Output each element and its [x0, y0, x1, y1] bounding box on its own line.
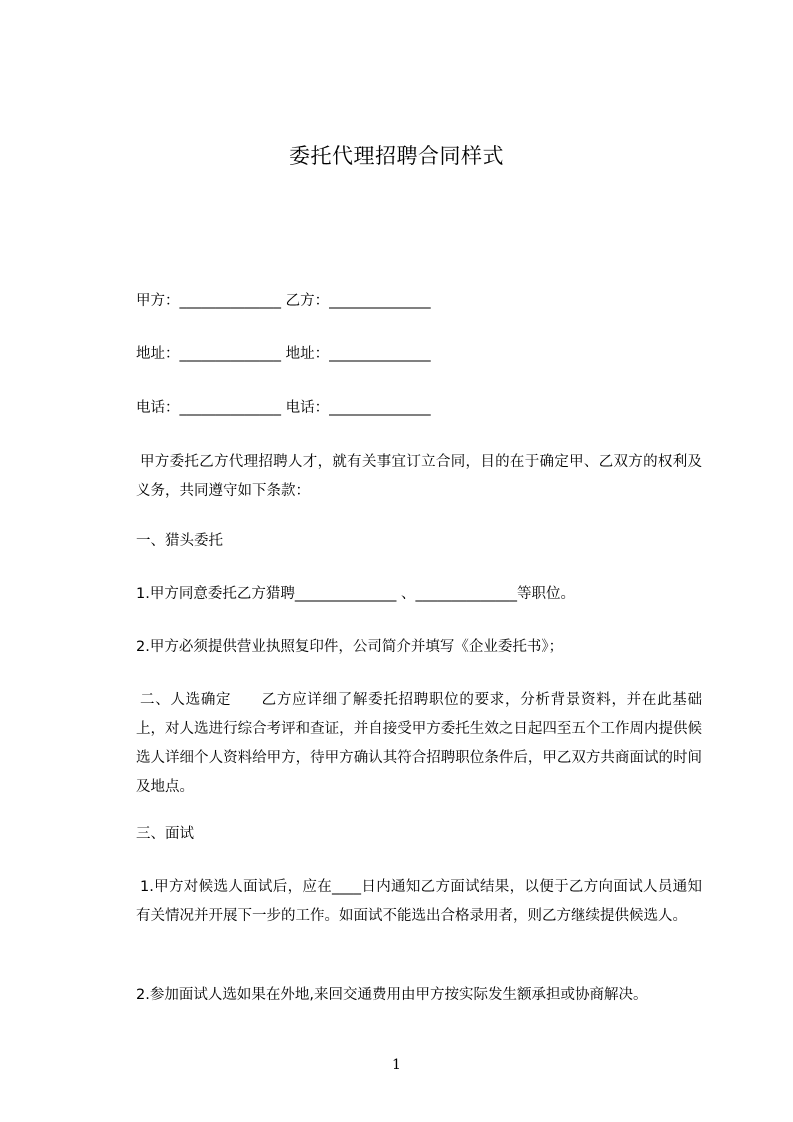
section1-item1: 1.甲方同意委托乙方猎聘______________ 、______________等职位。	[136, 586, 575, 602]
parties-row-phone: 电话：______________ 电话：______________	[136, 400, 431, 416]
section3-item1: 1.甲方对候选人面试后，应在____日内通知乙方面试结果，以便于乙方向面试人员通知有关情况并开展下一步的工作。如面试不能选出合格录用者，则乙方继续提供候选人。	[136, 879, 702, 924]
section3-heading: 三、面试	[136, 826, 194, 842]
parties-row-address: 地址：______________ 地址：______________	[136, 346, 431, 362]
section2-paragraph: 二、人选确定 乙方应详细了解委托招聘职位的要求，分析背景资料，并在此基础上，对人选进行综合考评和查证，并自接受甲方委托生效之日起四至五个工作周内提供候选人详细个人资料给甲方，待甲方确认其符合招聘职位条件后，甲乙双方共商面试的时间及地点。	[136, 692, 702, 795]
page-number: 1	[392, 1057, 401, 1073]
parties-row-name: 甲方：______________ 乙方：______________	[136, 293, 431, 309]
section3-item2: 2.参加面试人选如果在外地,来回交通费用由甲方按实际发生额承担或协商解决。	[136, 987, 648, 1003]
section1-item2: 2.甲方必须提供营业执照复印件，公司简介并填写《企业委托书》；	[136, 639, 564, 655]
intro-paragraph: 甲方委托乙方代理招聘人才，就有关事宜订立合同，目的在于确定甲、乙双方的权利及义务，共同遵守如下条款：	[136, 454, 702, 499]
document-title: 委托代理招聘合同样式	[289, 144, 504, 168]
section1-heading: 一、猎头委托	[136, 533, 223, 549]
